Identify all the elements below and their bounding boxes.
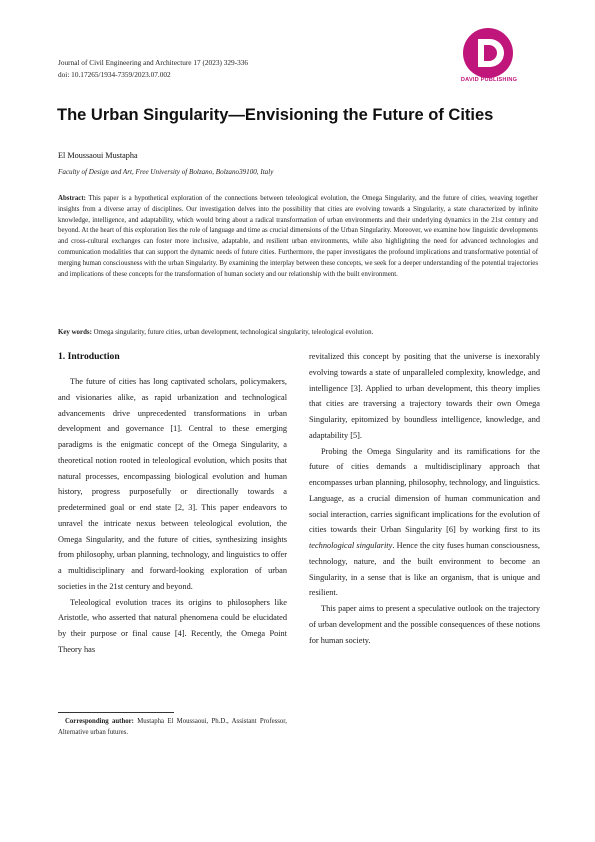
intro-paragraph-3-text-a: Probing the Omega Singularity and its ramifications for the future of cities demands a multidisciplinary approach that encompasses urban planning, philosophy, technology, and linguistics. Language, as a crucial dimension of human communication and social interaction, carries significant implications for the evolution of cities towards their Urban Singularity [6] by working first to its: [309, 446, 540, 535]
doi: doi: 10.17265/1934-7359/2023.07.002: [58, 70, 171, 79]
author-affiliation: Faculty of Design and Art, Free University of Bolzano, Bolzano39100, Italy: [58, 168, 274, 176]
intro-paragraph-3: [309, 444, 540, 602]
author-name: El Moussaoui Mustapha: [58, 151, 138, 160]
footnote-text: Mustapha El Moussaoui, Ph.D., Assistant Professor, Alternative urban futures.: [58, 718, 287, 736]
left-column: [58, 351, 287, 658]
abstract-label: Abstract:: [58, 195, 86, 202]
abstract: [58, 194, 538, 280]
intro-paragraph-2-continued: revitalized this concept by positing that the universe is inexorably evolving towards a state of unparalleled complexity, knowledge, and intelligence [3]. Applied to urban development, this theory implies that cities are traversing a trajectory towards their own Omega Singularity, epitomized by boundless intelligence, knowledge, and adaptability [5].: [309, 352, 540, 440]
keywords-label: Key words:: [58, 329, 92, 336]
intro-paragraph-3-text-b: . Hence the city fuses human consciousness, technology, nature, and the built environment to become an Singularity, in a sense that is like an organism, that is unique and resilient.: [309, 541, 540, 598]
paper-title: The Urban Singularity—Envisioning the Future of Cities: [57, 106, 494, 124]
abstract-text: This paper is a hypothetical exploration of the connections between teleological evolution, the Omega Singularity, and the future of cities, weaving together insights from a diverse array of disciplines. Our investigation delves into the possibility that cities are evolving towards a Singularity, a state characterized by infinite knowledge, intelligence, and adaptability, which would bring about a radical transformation of urban environments and their underlying dynamics in the 21st century and beyond. At the heart of this exploration lies the role of language and time as crucial dimensions of the Urban Singularity. Moreover, we examine how linguistic developments and cross-cultural exchanges can foster more inclusive, adaptable, and resilient urban environments, while also highlighting the need for advanced technologies and communication modalities that can support the dynamic needs of future cities. Furthermore, the paper investigates the profound implications and transformative potential of merging human consciousness with the urban Singularity. By examining the interplay between these concepts, we seek for a deeper understanding of the potential trajectories and implications of these concepts for the transformation of human society and our relationship with the built environment.: [58, 195, 538, 278]
journal-citation: Journal of Civil Engineering and Architecture 17 (2023) 329-336: [58, 58, 249, 67]
publisher-logo-mark: [438, 27, 538, 79]
publisher-logo: [436, 27, 542, 85]
intro-paragraph-3-emphasis: technological singularity: [309, 541, 393, 550]
intro-paragraph-4: This paper aims to present a speculative outlook on the trajectory of urban development and the possible consequences of these notions for human society.: [309, 604, 540, 645]
right-column: [309, 349, 540, 648]
footnote: [58, 716, 287, 738]
journal-header: [58, 57, 378, 81]
intro-paragraph-1: The future of cities has long captivated scholars, policymakers, and visionaries alike, as rapid urbanization and technological advancements drive unprecedented transformations in urban development and governance [1]. Central to these emerging paradigms is the enigmatic concept of the Omega Singularity, a theoretical notion rooted in teleological evolution, which posits that natural processes, encompassing biological evolution and human history, progress purposefully or directionally towards a predetermined goal or end state [2, 3]. This paper endeavors to unravel the intricate nexus between teleological evolution, the Omega Singularity, and the future of cities, synthesizing insights from philosophy, urban planning, technology, and linguistics to offer a multidisciplinary and forward-looking exploration of urban societies in the 21st century and beyond.: [58, 377, 287, 591]
keywords: [58, 328, 538, 338]
intro-paragraph-2: Teleological evolution traces its origins to philosophers like Aristotle, who asserted that natural phenomena could be elucidated by their purpose or final cause [4]. Recently, the Omega Point Theory has: [58, 597, 287, 654]
footnote-divider: [58, 712, 174, 713]
publisher-name: DAVID PUBLISHING: [460, 77, 518, 83]
section-heading: 1. Introduction: [58, 351, 120, 362]
footnote-label: Corresponding author:: [65, 718, 134, 725]
keywords-text: Omega singularity, future cities, urban development, technological singularity, teleological evolution.: [93, 329, 374, 336]
